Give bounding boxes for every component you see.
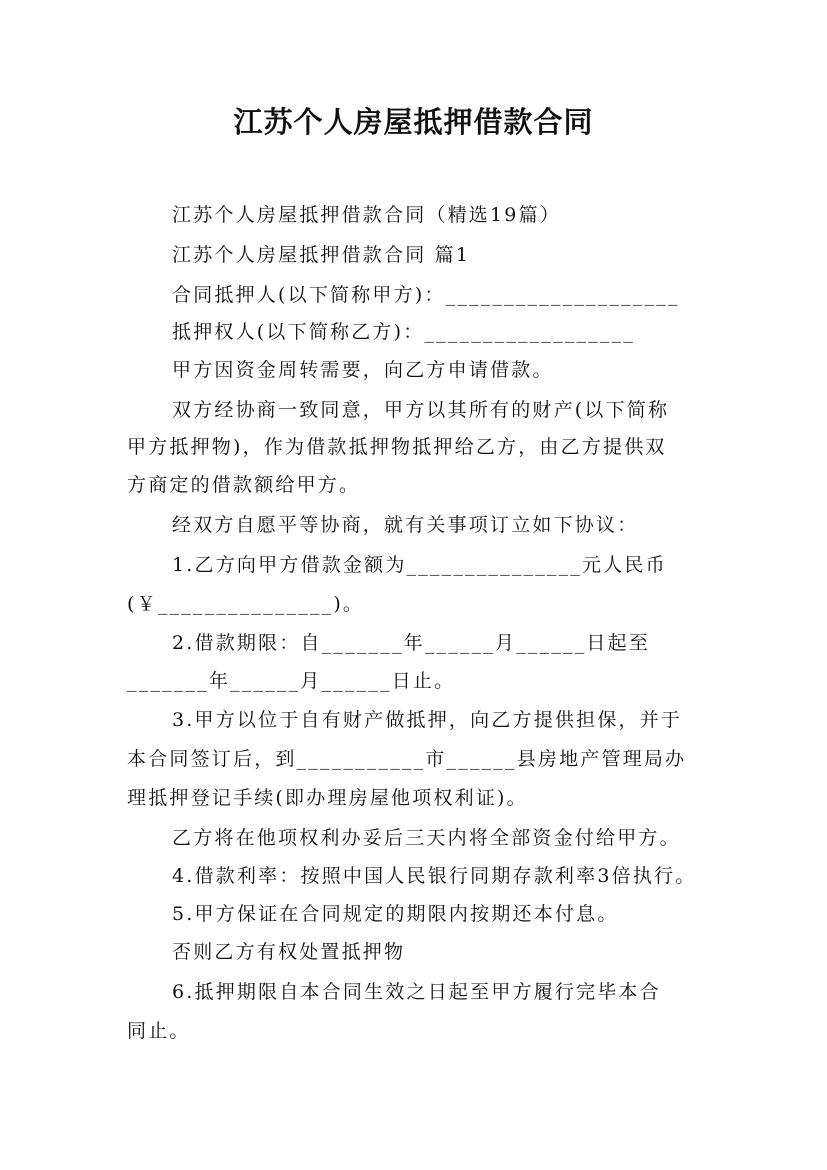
paragraph-line: 乙方将在他项权利办妥后三天内将全部资金付给甲方。	[172, 827, 681, 849]
paragraph-line: 甲方抵押物)，作为借款抵押物抵押给乙方，由乙方提供双	[127, 436, 667, 458]
paragraph-line: 经双方自愿平等协商，就有关事项订立如下协议：	[172, 514, 639, 536]
clause-6-line: 同止。	[127, 1020, 191, 1042]
document-title: 江苏个人房屋抵押借款合同	[233, 105, 594, 139]
section-heading: 江苏个人房屋抵押借款合同 篇1	[172, 244, 471, 266]
clause-1-line: (￥_______________)。	[127, 593, 365, 615]
paragraph-line: 否则乙方有权处置抵押物	[172, 941, 406, 963]
paragraph-line: 甲方因资金周转需要，向乙方申请借款。	[172, 359, 554, 381]
mortgagor-line: 合同抵押人(以下简称甲方)：____________________	[172, 284, 680, 306]
clause-1-line: 1.乙方向甲方借款金额为_______________元人民币	[172, 554, 667, 576]
clause-6-line: 6.抵押期限自本合同生效之日起至甲方履行完毕本合	[172, 981, 661, 1003]
clause-4-line: 4.借款利率：按照中国人民银行同期存款利率3倍执行。	[172, 865, 697, 887]
clause-3-line: 理抵押登记手续(即办理房屋他项权利证)。	[127, 787, 528, 809]
paragraph-line: 双方经协商一致同意，甲方以其所有的财产(以下简称	[172, 399, 670, 421]
clause-2-line: _______年______月______日止。	[127, 670, 456, 692]
paragraph-line: 方商定的借款额给甲方。	[127, 474, 361, 496]
clause-3-line: 本合同签订后，到___________市______县房地产管理局办	[127, 748, 687, 770]
clause-2-line: 2.借款期限：自_______年______月______日起至	[172, 632, 651, 654]
mortgagee-line: 抵押权人(以下简称乙方)：__________________	[172, 321, 636, 343]
clause-3-line: 3.甲方以位于自有财产做抵押，向乙方提供担保，并于	[172, 709, 683, 731]
clause-5-line: 5.甲方保证在合同规定的期限内按期还本付息。	[172, 903, 619, 925]
subtitle-line: 江苏个人房屋抵押借款合同（精选19篇）	[172, 204, 561, 226]
